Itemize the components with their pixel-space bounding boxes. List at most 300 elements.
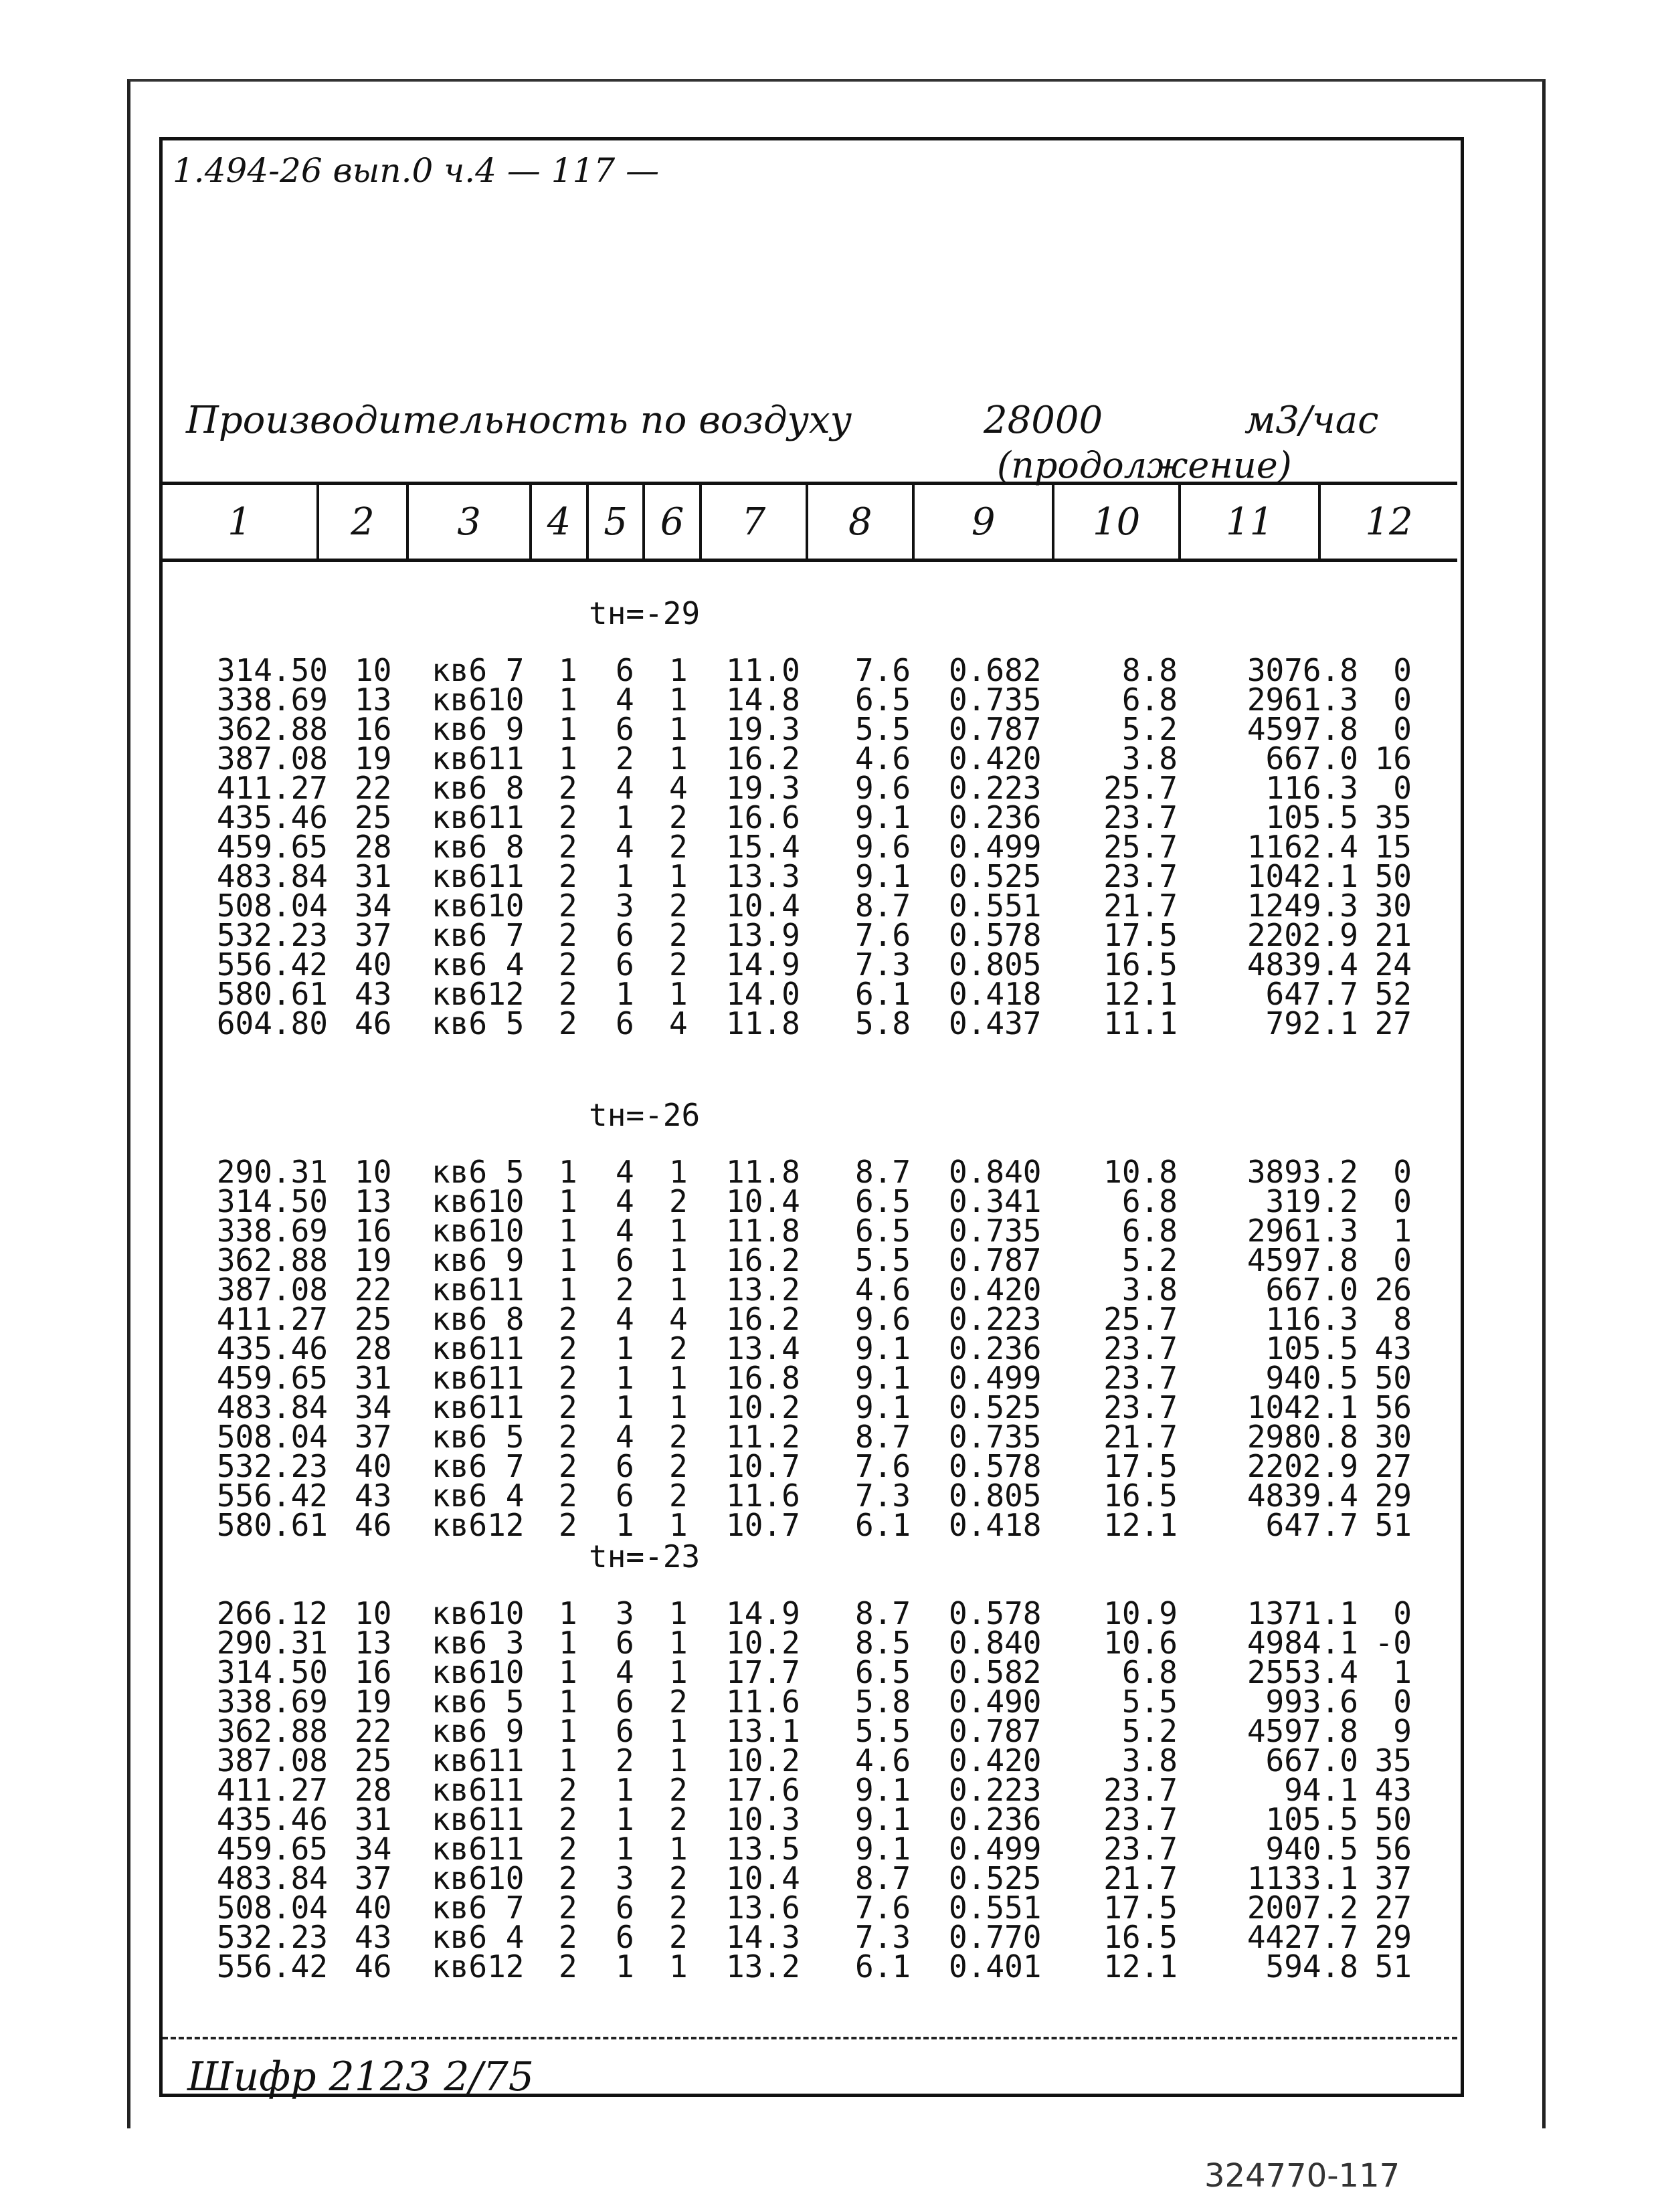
table-row xyxy=(0,946,1660,983)
table-cell: 1162.4 xyxy=(1247,829,1358,865)
table-cell: 0.735 xyxy=(949,1213,1042,1249)
table-cell: 6.5 xyxy=(855,1654,911,1690)
table-cell: 2961.3 xyxy=(1247,682,1358,718)
table-cell: 23.7 xyxy=(1103,1801,1178,1837)
table-cell: 0.578 xyxy=(949,1448,1042,1484)
table-cell: кв611 xyxy=(432,858,525,894)
table-row xyxy=(0,888,1660,924)
table-cell: 2980.8 xyxy=(1247,1419,1358,1455)
table-cell: 1 xyxy=(669,1713,688,1749)
table-cell: 6 xyxy=(616,1713,634,1749)
column-header: 12 xyxy=(1365,500,1413,544)
table-cell: 362.88 xyxy=(216,1242,328,1278)
table-cell: 37 xyxy=(355,917,392,953)
table-cell: 1 xyxy=(669,1360,688,1396)
table-cell: кв6 8 xyxy=(432,1301,525,1337)
table-cell: 11.6 xyxy=(726,1684,800,1720)
table-cell: 0.525 xyxy=(949,1860,1042,1896)
table-cell: 0.499 xyxy=(949,1831,1042,1867)
section-temperature-label: tн=-26 xyxy=(589,1097,701,1133)
table-cell: кв611 xyxy=(432,1772,525,1808)
column-header: 3 xyxy=(409,485,532,559)
table-cell: 7.6 xyxy=(855,1448,911,1484)
table-cell: 2 xyxy=(559,1860,577,1896)
table-cell: 13 xyxy=(355,1183,392,1219)
table-cell: 19 xyxy=(355,740,392,777)
table-cell: 6 xyxy=(616,946,634,983)
table-cell: 1 xyxy=(559,1595,577,1631)
table-cell: 2007.2 xyxy=(1247,1890,1358,1926)
table-cell: кв6 9 xyxy=(432,1242,525,1278)
table-cell: 2 xyxy=(559,1389,577,1425)
table-cell: 3076.8 xyxy=(1247,652,1358,688)
table-cell: 4 xyxy=(669,770,688,806)
table-cell: 0.805 xyxy=(949,1478,1042,1514)
table-cell: 532.23 xyxy=(216,1919,328,1955)
table-cell: 1 xyxy=(559,652,577,688)
table-cell: кв611 xyxy=(432,1272,525,1308)
table-cell: 940.5 xyxy=(1265,1360,1358,1396)
table-cell: 1 xyxy=(669,976,688,1012)
continuation-note: (продолжение) xyxy=(997,444,1292,486)
table-cell: 10.4 xyxy=(726,1860,800,1896)
table-cell: 0 xyxy=(1393,1242,1412,1278)
table-cell: 314.50 xyxy=(216,1654,328,1690)
table-cell: 2 xyxy=(669,1478,688,1514)
table-cell: 16.2 xyxy=(726,740,800,777)
table-row xyxy=(0,1419,1660,1455)
section-temperature-label: tн=-29 xyxy=(589,595,701,631)
table-row xyxy=(0,1154,1660,1190)
table-cell: 14.0 xyxy=(726,976,800,1012)
table-cell: 2 xyxy=(559,1919,577,1955)
table-title: Производительность по воздуху xyxy=(186,399,852,442)
table-cell: 11.8 xyxy=(726,1154,800,1190)
table-cell: 0 xyxy=(1393,1684,1412,1720)
table-cell: 290.31 xyxy=(216,1154,328,1190)
table-cell: 30 xyxy=(1374,1419,1412,1455)
table-cell: 6 xyxy=(616,1890,634,1926)
table-cell: 12.1 xyxy=(1103,1507,1178,1543)
column-header: 6 xyxy=(645,485,702,559)
table-cell: 4 xyxy=(616,829,634,865)
table-cell: 5.2 xyxy=(1121,1713,1178,1749)
table-cell: 0.551 xyxy=(949,888,1042,924)
table-cell: 9.1 xyxy=(855,858,911,894)
table-row xyxy=(0,1625,1660,1661)
table-cell: 532.23 xyxy=(216,1448,328,1484)
column-header: 10 xyxy=(1054,485,1181,559)
table-cell: 2 xyxy=(559,1478,577,1514)
cipher-label: Шифр 2123 2/75 xyxy=(187,2053,535,2100)
table-cell: 2 xyxy=(669,888,688,924)
table-cell: 314.50 xyxy=(216,652,328,688)
archive-stamp: 324770-117 xyxy=(1204,2157,1400,2195)
table-cell: 2 xyxy=(559,917,577,953)
table-cell: 0.735 xyxy=(949,1419,1042,1455)
table-cell: 8.7 xyxy=(855,1595,911,1631)
table-cell: кв611 xyxy=(432,1742,525,1779)
table-cell: 556.42 xyxy=(216,946,328,983)
table-cell: 7.6 xyxy=(855,652,911,688)
table-cell: 1 xyxy=(616,799,634,835)
table-cell: 1 xyxy=(559,1154,577,1190)
table-row xyxy=(0,1772,1660,1808)
table-cell: 5.5 xyxy=(855,711,911,747)
table-cell: 17.5 xyxy=(1103,917,1178,953)
table-cell: 40 xyxy=(355,946,392,983)
table-cell: 10.9 xyxy=(1103,1595,1178,1631)
table-cell: кв6 5 xyxy=(432,1684,525,1720)
table-cell: 1 xyxy=(669,1831,688,1867)
table-cell: 50 xyxy=(1374,1801,1412,1837)
table-cell: 43 xyxy=(1374,1330,1412,1367)
table-cell: 5.5 xyxy=(1121,1684,1178,1720)
table-cell: 2 xyxy=(559,799,577,835)
table-cell: 604.80 xyxy=(216,1005,328,1041)
table-cell: 2 xyxy=(669,1772,688,1808)
column-header: 4 xyxy=(532,485,589,559)
table-cell: 9.1 xyxy=(855,1772,911,1808)
table-cell: 362.88 xyxy=(216,711,328,747)
table-cell: 94.1 xyxy=(1284,1772,1358,1808)
table-cell: 387.08 xyxy=(216,740,328,777)
table-cell: 23.7 xyxy=(1103,1330,1178,1367)
table-cell: 1 xyxy=(559,740,577,777)
table-cell: кв6 9 xyxy=(432,1713,525,1749)
table-cell: 6 xyxy=(616,917,634,953)
table-cell: 51 xyxy=(1374,1507,1412,1543)
table-cell: 7.6 xyxy=(855,1890,911,1926)
table-cell: 0 xyxy=(1393,1595,1412,1631)
table-cell: 2 xyxy=(669,1919,688,1955)
table-cell: 435.46 xyxy=(216,1330,328,1367)
table-cell: 0.840 xyxy=(949,1154,1042,1190)
section-temperature-label: tн=-23 xyxy=(589,1538,701,1575)
table-cell: 594.8 xyxy=(1265,1948,1358,1985)
table-cell: 9.6 xyxy=(855,1301,911,1337)
table-cell: 13.3 xyxy=(726,858,800,894)
table-cell: 2 xyxy=(669,1801,688,1837)
table-cell: 23.7 xyxy=(1103,1831,1178,1867)
table-cell: 647.7 xyxy=(1265,976,1358,1012)
table-cell: 4 xyxy=(616,1654,634,1690)
table-cell: 2 xyxy=(669,829,688,865)
table-row xyxy=(0,1507,1660,1543)
table-cell: 2 xyxy=(669,1419,688,1455)
table-cell: 13.1 xyxy=(726,1713,800,1749)
table-cell: 16.2 xyxy=(726,1242,800,1278)
table-cell: 56 xyxy=(1374,1389,1412,1425)
table-row xyxy=(0,917,1660,953)
table-cell: 16.5 xyxy=(1103,1478,1178,1514)
table-cell: 23.7 xyxy=(1103,799,1178,835)
table-cell: 3 xyxy=(616,1595,634,1631)
table-cell: 2 xyxy=(669,946,688,983)
table-cell: 3.8 xyxy=(1121,1272,1178,1308)
table-cell: 7.3 xyxy=(855,946,911,983)
table-cell: 13.2 xyxy=(726,1272,800,1308)
table-cell: 11.8 xyxy=(726,1213,800,1249)
table-cell: 6.8 xyxy=(1121,682,1178,718)
table-cell: 0.578 xyxy=(949,1595,1042,1631)
table-cell: 1 xyxy=(616,1801,634,1837)
table-cell: 9.1 xyxy=(855,1801,911,1837)
table-cell: 46 xyxy=(355,1507,392,1543)
table-cell: 1 xyxy=(669,1595,688,1631)
table-cell: 6 xyxy=(616,1478,634,1514)
table-row xyxy=(0,1005,1660,1041)
table-cell: 0.787 xyxy=(949,1242,1042,1278)
table-cell: 6 xyxy=(616,1919,634,1955)
table-row xyxy=(0,1389,1660,1425)
table-cell: кв6 5 xyxy=(432,1419,525,1455)
table-cell: 0.551 xyxy=(949,1890,1042,1926)
table-cell: 27 xyxy=(1374,1005,1412,1041)
table-cell: 15.4 xyxy=(726,829,800,865)
table-cell: 24 xyxy=(1374,946,1412,983)
table-cell: 4.6 xyxy=(855,1742,911,1779)
table-cell: 5.5 xyxy=(855,1713,911,1749)
column-header: 5 xyxy=(589,485,646,559)
table-cell: 1042.1 xyxy=(1247,858,1358,894)
table-cell: 1 xyxy=(669,1213,688,1249)
table-cell: 1 xyxy=(616,1330,634,1367)
table-row xyxy=(0,1919,1660,1955)
table-cell: 0.341 xyxy=(949,1183,1042,1219)
table-cell: 116.3 xyxy=(1265,1301,1358,1337)
table-cell: 1 xyxy=(616,1831,634,1867)
table-cell: 483.84 xyxy=(216,858,328,894)
table-cell: кв611 xyxy=(432,1831,525,1867)
table-cell: 14.9 xyxy=(726,1595,800,1631)
table-cell: 5.8 xyxy=(855,1005,911,1041)
table-cell: кв612 xyxy=(432,976,525,1012)
table-cell: 0.490 xyxy=(949,1684,1042,1720)
column-header: 11 xyxy=(1181,485,1321,559)
table-cell: 19.3 xyxy=(726,770,800,806)
table-cell: 51 xyxy=(1374,1948,1412,1985)
table-cell: 1 xyxy=(559,1742,577,1779)
table-cell: 4597.8 xyxy=(1247,711,1358,747)
table-cell: 46 xyxy=(355,1948,392,1985)
table-cell: 4427.7 xyxy=(1247,1919,1358,1955)
table-cell: 1133.1 xyxy=(1247,1860,1358,1896)
table-cell: 37 xyxy=(355,1419,392,1455)
table-cell: 105.5 xyxy=(1265,1330,1358,1367)
table-cell: 0 xyxy=(1393,1183,1412,1219)
table-cell: 4 xyxy=(616,682,634,718)
table-cell: 43 xyxy=(355,1919,392,1955)
table-cell: 1 xyxy=(669,1389,688,1425)
table-cell: 43 xyxy=(355,976,392,1012)
table-cell: 2 xyxy=(559,946,577,983)
table-cell: 2 xyxy=(559,1948,577,1985)
table-cell: 10.6 xyxy=(1103,1625,1178,1661)
table-cell: 29 xyxy=(1374,1478,1412,1514)
table-cell: 1 xyxy=(669,1948,688,1985)
table-cell: 2 xyxy=(669,1330,688,1367)
table-cell: 1 xyxy=(669,740,688,777)
table-cell: 10.2 xyxy=(726,1389,800,1425)
table-row xyxy=(0,1948,1660,1985)
table-cell: 25.7 xyxy=(1103,1301,1178,1337)
table-cell: 508.04 xyxy=(216,1419,328,1455)
table-cell: 4 xyxy=(616,1419,634,1455)
table-cell: кв6 7 xyxy=(432,1448,525,1484)
table-cell: 116.3 xyxy=(1265,770,1358,806)
table-cell: 0.418 xyxy=(949,1507,1042,1543)
table-cell: 43 xyxy=(1374,1772,1412,1808)
table-cell: 4 xyxy=(616,1213,634,1249)
table-cell: 4 xyxy=(669,1005,688,1041)
table-cell: 11.6 xyxy=(726,1478,800,1514)
table-cell: 2 xyxy=(616,740,634,777)
table-cell: 17.5 xyxy=(1103,1890,1178,1926)
table-cell: 2 xyxy=(559,1507,577,1543)
table-cell: 2 xyxy=(559,858,577,894)
table-cell: 8.7 xyxy=(855,1419,911,1455)
table-row xyxy=(0,1831,1660,1867)
table-cell: 792.1 xyxy=(1265,1005,1358,1041)
table-cell: 2202.9 xyxy=(1247,1448,1358,1484)
table-cell: 0 xyxy=(1393,711,1412,747)
table-cell: 21 xyxy=(1374,917,1412,953)
air-flow-value: 28000 xyxy=(984,399,1103,442)
table-cell: 1 xyxy=(616,858,634,894)
column-header: 8 xyxy=(808,485,915,559)
table-row xyxy=(0,1713,1660,1749)
table-cell: кв610 xyxy=(432,1595,525,1631)
table-cell: 9.1 xyxy=(855,1360,911,1396)
table-cell: 9.1 xyxy=(855,1389,911,1425)
table-cell: 16.2 xyxy=(726,1301,800,1337)
table-cell: 16.5 xyxy=(1103,1919,1178,1955)
table-cell: 19 xyxy=(355,1242,392,1278)
table-cell: 1 xyxy=(669,1242,688,1278)
table-cell: 1 xyxy=(669,682,688,718)
table-cell: 483.84 xyxy=(216,1860,328,1896)
table-cell: 14.8 xyxy=(726,682,800,718)
table-cell: 508.04 xyxy=(216,888,328,924)
table-cell: кв6 5 xyxy=(432,1154,525,1190)
table-cell: 387.08 xyxy=(216,1272,328,1308)
table-cell: 1 xyxy=(616,1360,634,1396)
table-cell: 2553.4 xyxy=(1247,1654,1358,1690)
table-cell: 0 xyxy=(1393,770,1412,806)
table-cell: кв611 xyxy=(432,1801,525,1837)
table-cell: 7.6 xyxy=(855,917,911,953)
table-cell: 387.08 xyxy=(216,1742,328,1779)
table-row xyxy=(0,1860,1660,1896)
column-header: 2 xyxy=(319,485,409,559)
table-cell: 2 xyxy=(669,1448,688,1484)
table-cell: кв6 8 xyxy=(432,829,525,865)
table-cell: 2 xyxy=(669,1860,688,1896)
table-cell: 556.42 xyxy=(216,1478,328,1514)
table-cell: 4 xyxy=(616,1301,634,1337)
table-cell: 1 xyxy=(559,1625,577,1661)
table-cell: 28 xyxy=(355,1330,392,1367)
table-cell: 34 xyxy=(355,888,392,924)
table-cell: -0 xyxy=(1374,1625,1412,1661)
table-cell: 10.8 xyxy=(1103,1154,1178,1190)
table-cell: 1 xyxy=(669,1654,688,1690)
table-cell: 6 xyxy=(616,711,634,747)
table-cell: 10 xyxy=(355,1154,392,1190)
table-cell: 6.1 xyxy=(855,1507,911,1543)
table-cell: 1 xyxy=(616,1389,634,1425)
table-cell: 483.84 xyxy=(216,1389,328,1425)
table-cell: 2202.9 xyxy=(1247,917,1358,953)
table-cell: 35 xyxy=(1374,1742,1412,1779)
table-cell: 15 xyxy=(1374,829,1412,865)
table-cell: 4984.1 xyxy=(1247,1625,1358,1661)
table-cell: 17.6 xyxy=(726,1772,800,1808)
table-cell: 1 xyxy=(616,1772,634,1808)
table-cell: 5.5 xyxy=(855,1242,911,1278)
table-cell: 1 xyxy=(669,711,688,747)
table-cell: 1042.1 xyxy=(1247,1389,1358,1425)
table-cell: кв6 9 xyxy=(432,711,525,747)
table-cell: 11.1 xyxy=(1103,1005,1178,1041)
table-cell: 6.5 xyxy=(855,1213,911,1249)
table-cell: 6 xyxy=(616,1242,634,1278)
table-row xyxy=(0,1890,1660,1926)
table-cell: 40 xyxy=(355,1448,392,1484)
table-cell: 435.46 xyxy=(216,1801,328,1837)
table-cell: 17.5 xyxy=(1103,1448,1178,1484)
table-cell: 16 xyxy=(355,1213,392,1249)
table-cell: 4 xyxy=(616,770,634,806)
table-cell: 9.6 xyxy=(855,829,911,865)
table-cell: 0.840 xyxy=(949,1625,1042,1661)
table-cell: 9.1 xyxy=(855,1831,911,1867)
table-cell: 0.682 xyxy=(949,652,1042,688)
table-cell: 105.5 xyxy=(1265,1801,1358,1837)
table-cell: 7.3 xyxy=(855,1478,911,1514)
table-cell: 1 xyxy=(1393,1213,1412,1249)
table-cell: 0.787 xyxy=(949,711,1042,747)
table-cell: 580.61 xyxy=(216,976,328,1012)
table-row xyxy=(0,770,1660,806)
table-row xyxy=(0,976,1660,1012)
table-cell: 411.27 xyxy=(216,770,328,806)
table-cell: кв6 4 xyxy=(432,1478,525,1514)
table-cell: 2 xyxy=(559,888,577,924)
table-row xyxy=(0,1272,1660,1308)
table-cell: 0.525 xyxy=(949,858,1042,894)
table-cell: 2 xyxy=(669,799,688,835)
table-cell: кв6 7 xyxy=(432,917,525,953)
table-row xyxy=(0,1478,1660,1514)
table-cell: 508.04 xyxy=(216,1890,328,1926)
table-cell: 0.770 xyxy=(949,1919,1042,1955)
table-row xyxy=(0,711,1660,747)
table-cell: 2961.3 xyxy=(1247,1213,1358,1249)
table-cell: 2 xyxy=(616,1272,634,1308)
table-cell: 0.582 xyxy=(949,1654,1042,1690)
table-cell: 11.2 xyxy=(726,1419,800,1455)
table-row xyxy=(0,799,1660,835)
table-row xyxy=(0,829,1660,865)
table-cell: 1 xyxy=(669,1154,688,1190)
column-header: 1 xyxy=(163,485,319,559)
table-cell: 5.2 xyxy=(1121,1242,1178,1278)
table-cell: 411.27 xyxy=(216,1772,328,1808)
table-cell: 2 xyxy=(559,1419,577,1455)
table-cell: кв611 xyxy=(432,799,525,835)
